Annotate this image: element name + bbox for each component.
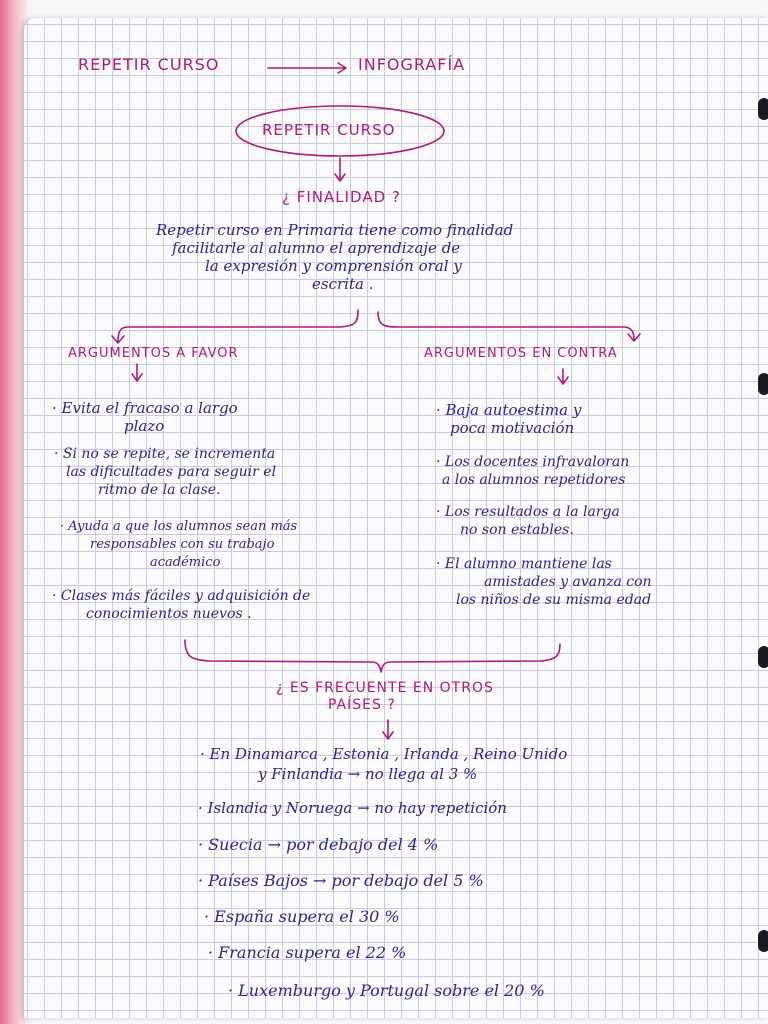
- brace-left: [118, 310, 358, 342]
- purpose-line: escrita .: [312, 275, 374, 293]
- brace-bottom: [185, 640, 560, 672]
- central-node-label: REPETIR CURSO: [262, 121, 396, 139]
- contra-item: · Los resultados a la larga: [436, 504, 620, 520]
- purpose-question: ¿ FINALIDAD ?: [282, 188, 401, 206]
- contra-item: · Baja autoestima y: [436, 401, 582, 419]
- frequency-item: · Suecia → por debajo del 4 %: [198, 835, 439, 854]
- contra-item: · Los docentes infravaloran: [436, 454, 630, 470]
- frequency-item: · Luxemburgo y Portugal sobre el 20 %: [228, 981, 545, 1000]
- frequency-item: y Finlandia → no llega al 3 %: [258, 765, 478, 783]
- favor-item: · Ayuda a que los alumnos sean más: [60, 519, 298, 534]
- frequency-item: · España supera el 30 %: [204, 907, 400, 926]
- frequency-question: ¿ ES FRECUENTE EN OTROS: [276, 680, 494, 696]
- favor-heading: ARGUMENTOS A FAVOR: [68, 346, 239, 361]
- favor-item: conocimientos nuevos .: [86, 606, 252, 622]
- favor-item: responsables con su trabajo: [90, 537, 275, 552]
- contra-item: los niños de su misma edad: [456, 592, 652, 608]
- contra-item: no son estables.: [460, 522, 574, 538]
- purpose-line: facilitarle al alumno el aprendizaje de: [172, 239, 461, 257]
- frequency-question: PAÍSES ?: [328, 697, 396, 713]
- brace-right: [378, 312, 634, 340]
- frequency-item: · Francia supera el 22 %: [208, 943, 407, 962]
- favor-item: · Clases más fáciles y adquisición de: [52, 588, 311, 604]
- favor-item: plazo: [124, 417, 165, 435]
- header-target: INFOGRAFÍA: [358, 55, 466, 74]
- header-title: REPETIR CURSO: [78, 55, 220, 74]
- contra-item: poca motivación: [450, 419, 575, 437]
- contra-heading: ARGUMENTOS EN CONTRA: [424, 346, 618, 361]
- contra-item: · El alumno mantiene las: [436, 556, 612, 572]
- favor-item: · Si no se repite, se incrementa: [54, 446, 276, 462]
- frequency-item: · Islandia y Noruega → no hay repetición: [198, 799, 507, 817]
- favor-item: las dificultades para seguir el: [66, 464, 277, 480]
- favor-item: · Evita el fracaso a largo: [52, 399, 238, 417]
- favor-item: ritmo de la clase.: [98, 482, 221, 498]
- contra-item: a los alumnos repetidores: [442, 472, 626, 488]
- purpose-line: la expresión y comprensión oral y: [205, 257, 462, 275]
- contra-item: amistades y avanza con: [484, 574, 652, 590]
- frequency-item: · En Dinamarca , Estonia , Irlanda , Reino Unido: [200, 745, 568, 763]
- frequency-item: · Países Bajos → por debajo del 5 %: [198, 871, 484, 890]
- purpose-line: Repetir curso en Primaria tiene como finalidad: [156, 221, 514, 239]
- favor-item: académico: [150, 555, 221, 570]
